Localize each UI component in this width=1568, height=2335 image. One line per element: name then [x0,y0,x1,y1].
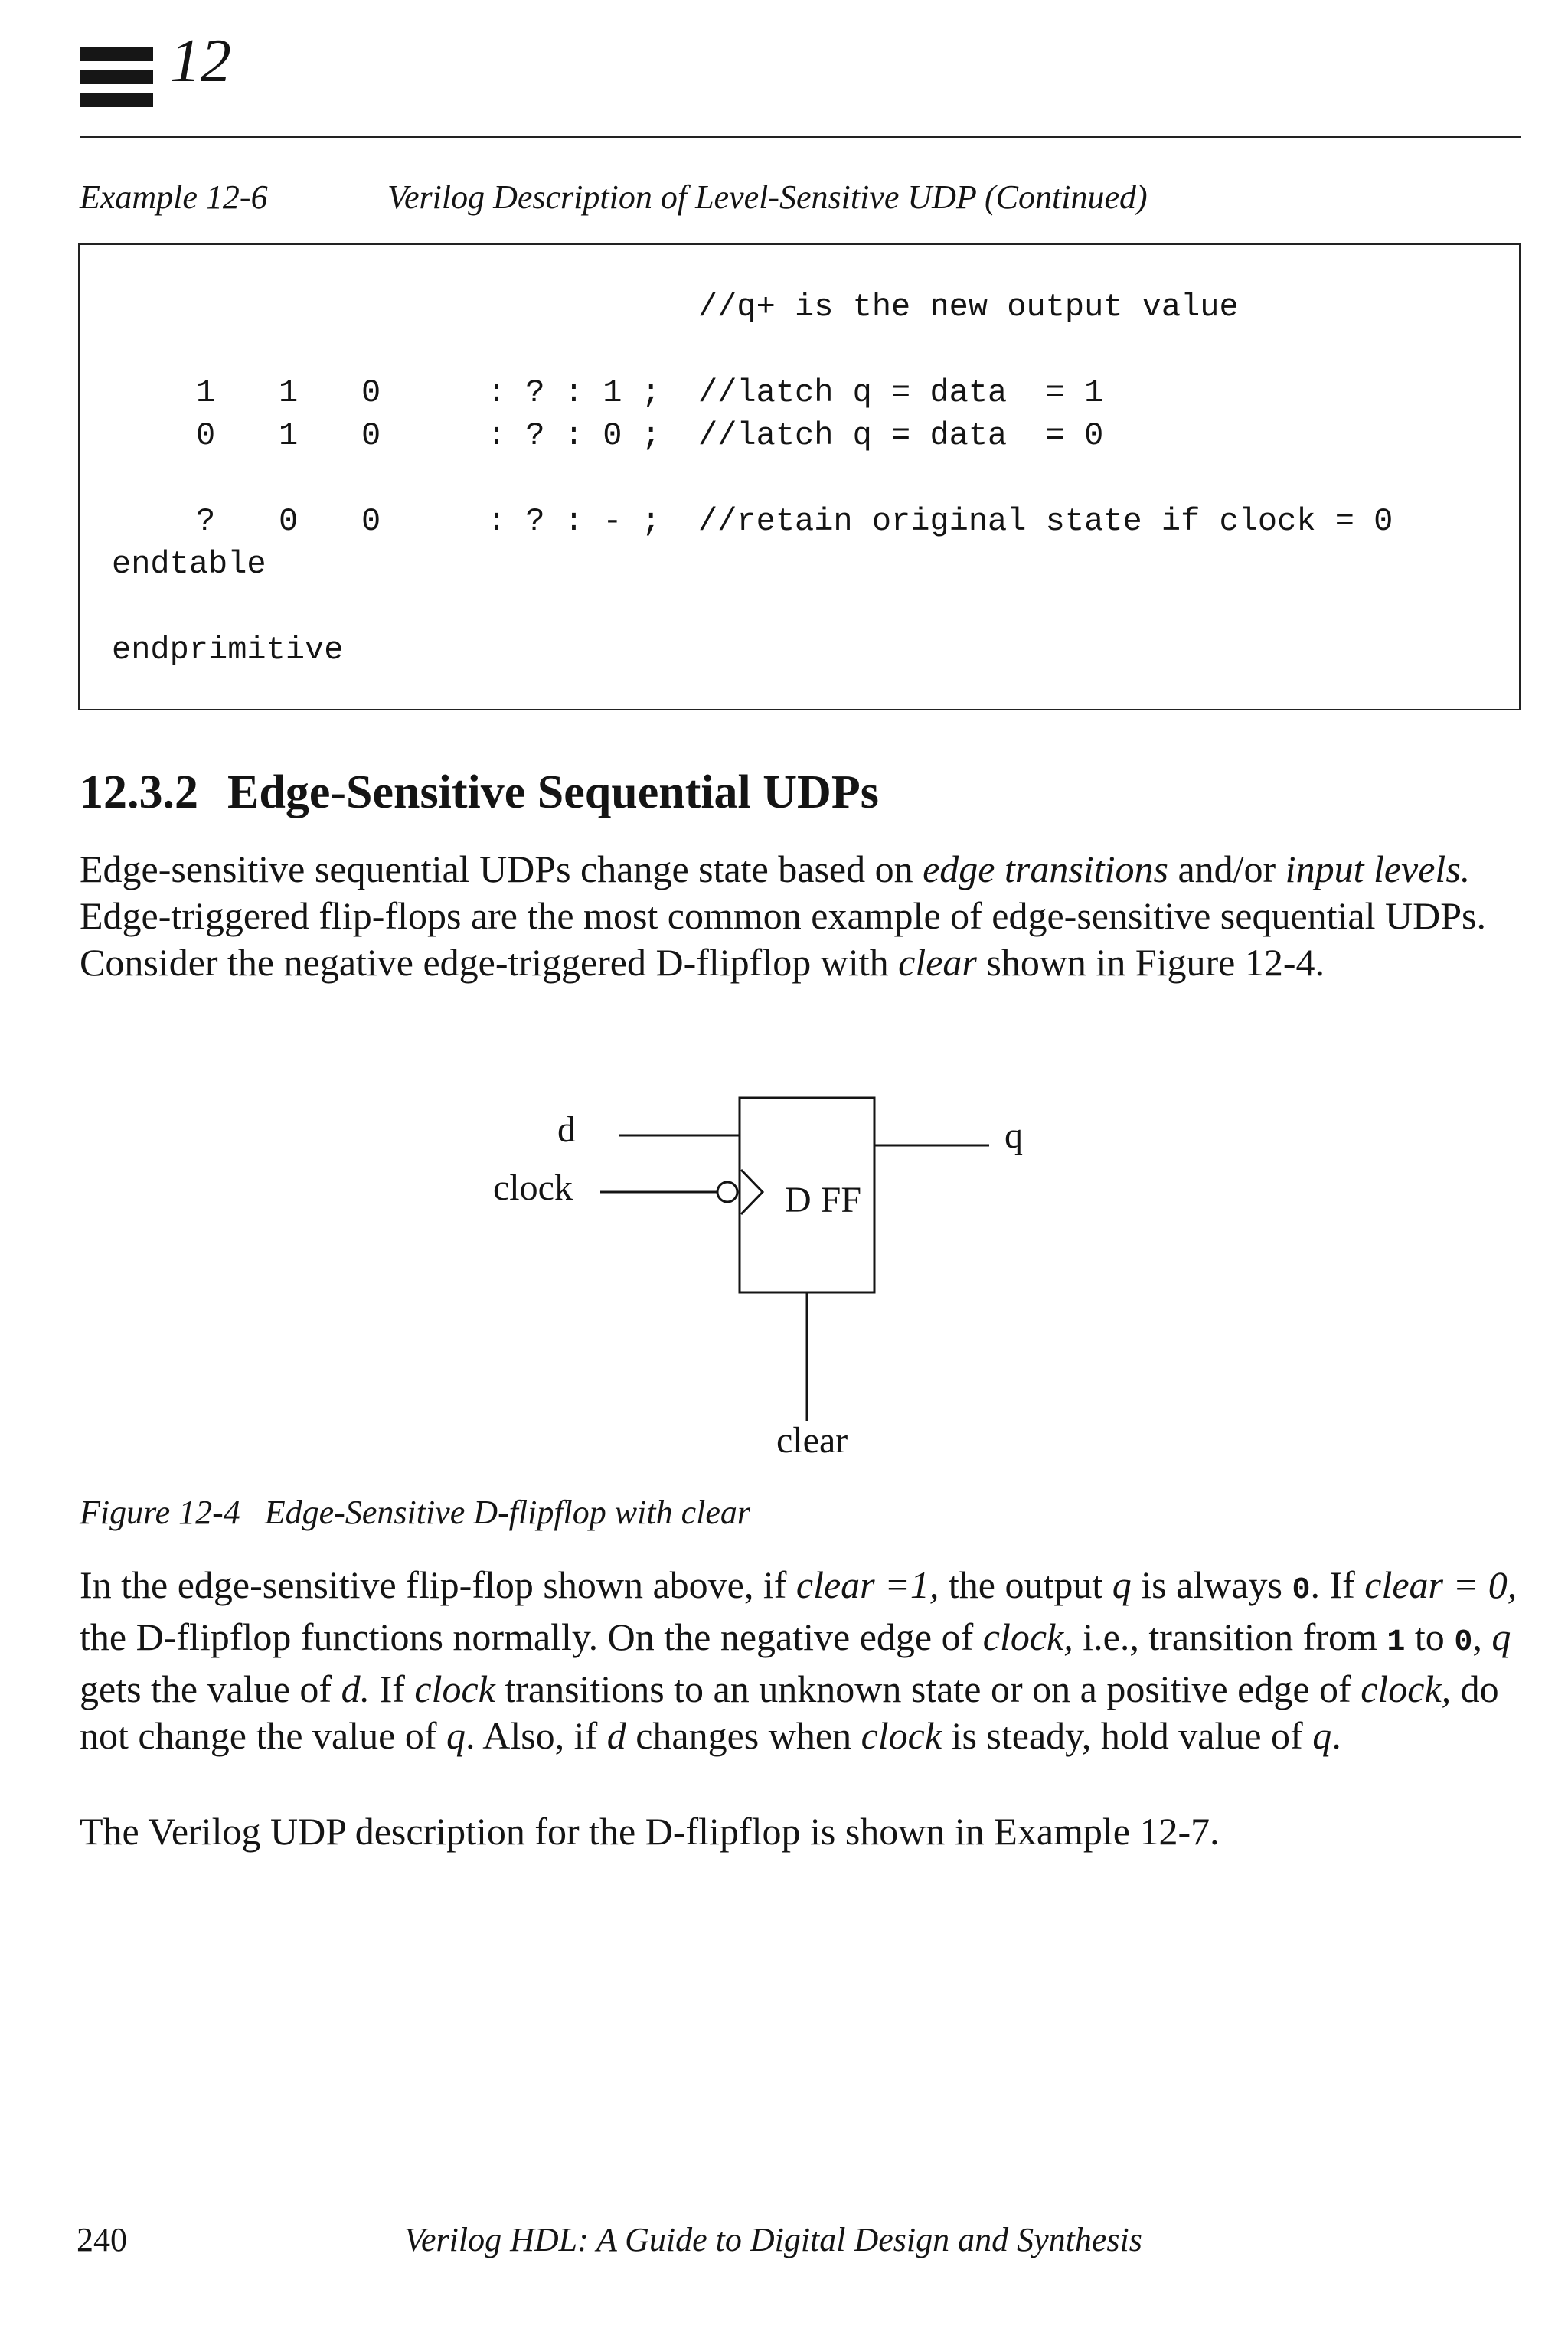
label-d: d [557,1109,576,1150]
chapter-bars-icon [80,47,153,116]
code-comment: //retain original state if clock = 0 [698,503,1393,540]
emphasis-text: q [1312,1714,1332,1757]
text-run: , [1472,1615,1492,1658]
paragraph-intro [80,846,1527,986]
emphasis-text: d [606,1714,626,1757]
text-run: In the edge-sensitive flip-flop shown above, if [80,1563,796,1606]
code-comment-line: //q+ is the new output value [698,289,1239,325]
page-number: 240 [77,2221,127,2258]
chapter-number: 12 [170,28,231,95]
label-clear: clear [776,1420,848,1461]
section-title: Edge-Sensitive Sequential UDPs [227,766,879,818]
figure-caption [80,1493,750,1532]
code-cell: 0 [361,374,381,411]
emphasis-text: clock, [982,1615,1073,1658]
code-cell: 0 [361,503,381,540]
text-run: and/or [1168,847,1285,890]
text-run: . Also, if [465,1714,607,1757]
label-clock: clock [493,1168,573,1208]
code-literal: 0 [1454,1625,1473,1660]
text-run: Edge-triggered flip-flops are the most common example of edge-sensitive sequential UDPs. Consider the negative edge-triggered D-flipflop with [80,894,1486,984]
code-comment: //latch q = data = 0 [698,417,1104,454]
code-cell: 0 [279,503,299,540]
code-cell: 1 [279,417,299,454]
example-title: Verilog Description of Level-Sensitive UDP (Continued) [387,178,1148,216]
section-number: 12.3.2 [80,766,198,818]
text-run: do not change the value of [80,1667,1499,1757]
emphasis-text: clock, [1361,1667,1452,1710]
text-run: the output [939,1563,1112,1606]
emphasis-text: clear =1, [795,1563,939,1606]
emphasis-text: edge transitions [923,847,1168,890]
text-run: Edge-sensitive sequential UDPs change state based on [80,847,923,890]
code-literal: 0 [1292,1573,1311,1608]
dff-figure [0,1072,1568,1470]
text-run: is steady, hold value of [942,1714,1313,1757]
label-dff: D FF [785,1180,862,1220]
text-run: . If [1310,1563,1365,1606]
clock-edge-icon [741,1170,763,1214]
text-run: If [370,1667,415,1710]
emphasis-text: clear = 0, [1364,1563,1517,1606]
code-cell: : ? : 1 ; [487,374,661,411]
section-heading [80,766,879,820]
text-run: shown in Figure 12-4. [976,941,1325,984]
emphasis-text: q [1112,1563,1132,1606]
text-run: to [1405,1615,1455,1658]
code-endtable: endtable [112,546,266,583]
emphasis-text: q [1491,1615,1511,1658]
paragraph-reference: The Verilog UDP description for the D-flipflop is shown in Example 12-7. [80,1810,1220,1853]
emphasis-text: input levels. [1285,847,1471,890]
code-literal: 1 [1387,1625,1406,1660]
text-run: i.e., transition from [1073,1615,1387,1658]
text-run: gets the value of [80,1667,341,1710]
code-cell: : ? : 0 ; [487,417,661,454]
figure-number: Figure 12-4 [80,1494,240,1531]
example-label: Example 12-6 [80,178,268,216]
code-comment: //latch q = data = 1 [698,374,1104,411]
code-cell: 0 [361,417,381,454]
text-run: the D-flipflop functions normally. On the negative edge of [80,1615,983,1658]
emphasis-text: clock [861,1714,942,1757]
emphasis-text: clear [898,941,977,984]
code-cell: 1 [196,374,216,411]
label-q: q [1004,1115,1023,1156]
emphasis-text: d. [341,1667,371,1710]
code-cell: ? [196,503,216,540]
emphasis-text: q [446,1714,466,1757]
code-cell: : ? : - ; [487,503,661,540]
figure-title: Edge-Sensitive D-flipflop with clear [264,1494,750,1531]
code-cell: 0 [196,417,216,454]
code-endprimitive: endprimitive [112,632,344,668]
book-title: Verilog HDL: A Guide to Digital Design and Synthesis [404,2221,1142,2258]
code-cell: 1 [279,374,299,411]
text-run: is always [1131,1563,1292,1606]
inversion-bubble-icon [717,1182,737,1202]
paragraph-behavior [80,1562,1527,1759]
text-run: changes when [626,1714,861,1757]
emphasis-text: clock [414,1667,495,1710]
text-run: transitions to an unknown state or on a positive edge of [495,1667,1361,1710]
text-run: . [1331,1714,1341,1757]
header-rule [80,136,1521,138]
